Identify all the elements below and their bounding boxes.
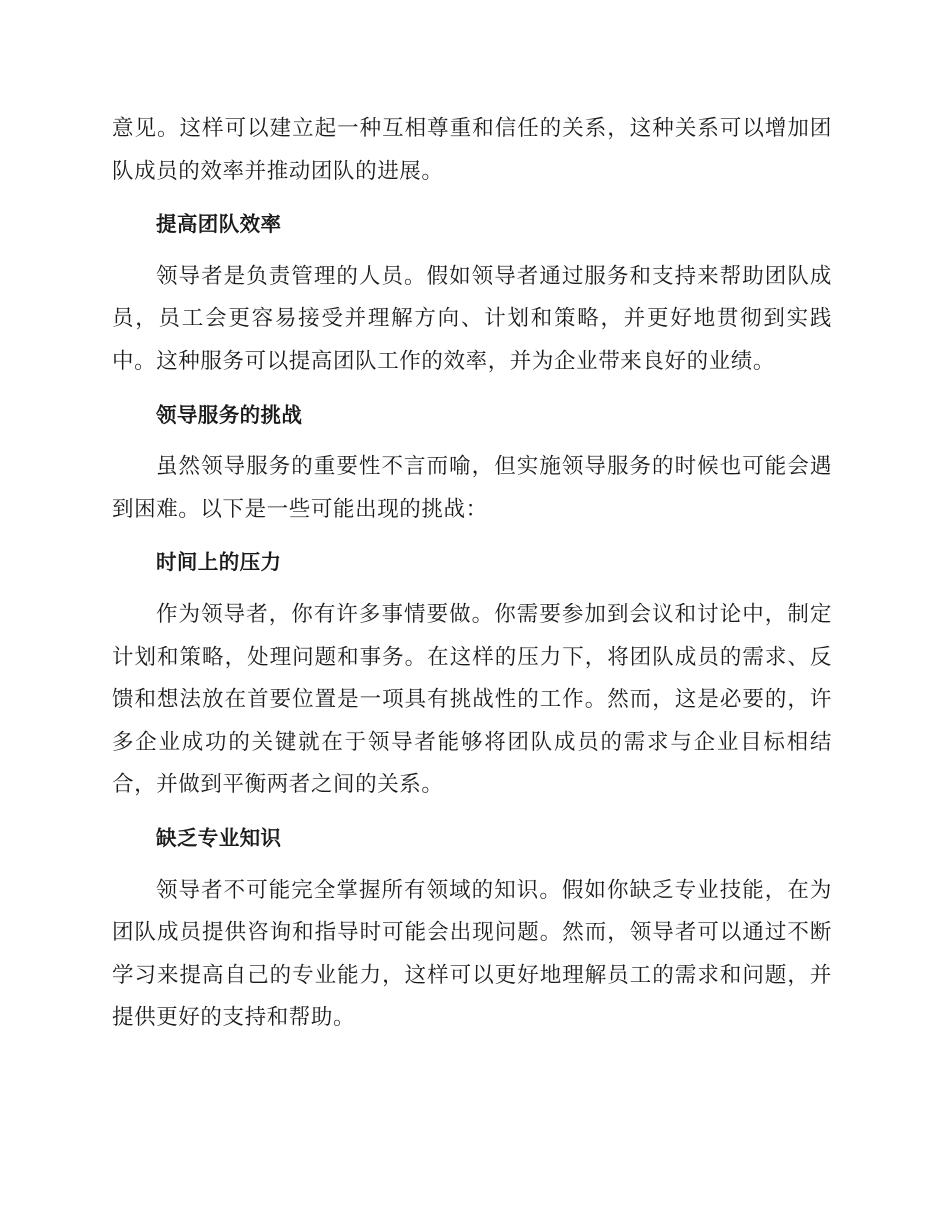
paragraph-challenges-intro: 虽然领导服务的重要性不言而喻，但实施领导服务的时候也可能会遇到困难。以下是一些可能出现的挑战： — [112, 454, 832, 522]
paragraph-lack-of-expertise: 领导者不可能完全掌握所有领域的知识。假如你缺乏专业技能，在为团队成员提供咨询和指导时可能会出现问题。然而，领导者可以通过不断学习来提高自己的专业能力，这样可以更好地理解员工的需求和问题，并提供更好的支持和帮助。 — [112, 877, 832, 1031]
heading-lack-of-expertise: 缺乏专业知识 — [156, 825, 282, 850]
paragraph-time-pressure: 作为领导者，你有许多事情要做。你需要参加到会议和讨论中，制定计划和策略，处理问题和事务。在这样的压力下，将团队成员的需求、反馈和想法放在首要位置是一项具有挑战性的工作。然而，这是必要的，许多企业成功的关键就在于领导者能够将团队成员的需求与企业目标相结合，并做到平衡两者之间的关系。 — [112, 601, 832, 798]
paragraph-intro-continuation: 意见。这样可以建立起一种互相尊重和信任的关系，这种关系可以增加团队成员的效率并推动团队的进展。 — [112, 116, 832, 184]
paragraph-team-efficiency: 领导者是负责管理的人员。假如领导者通过服务和支持来帮助团队成员，员工会更容易接受并理解方向、计划和策略，并更好地贯彻到实践中。这种服务可以提高团队工作的效率，并为企业带来良好的业绩。 — [112, 263, 832, 374]
document-page — [112, 108, 832, 1040]
heading-improve-team-efficiency: 提高团队效率 — [156, 212, 282, 237]
heading-leadership-service-challenges: 领导服务的挑战 — [156, 402, 303, 427]
heading-time-pressure: 时间上的压力 — [156, 550, 282, 575]
